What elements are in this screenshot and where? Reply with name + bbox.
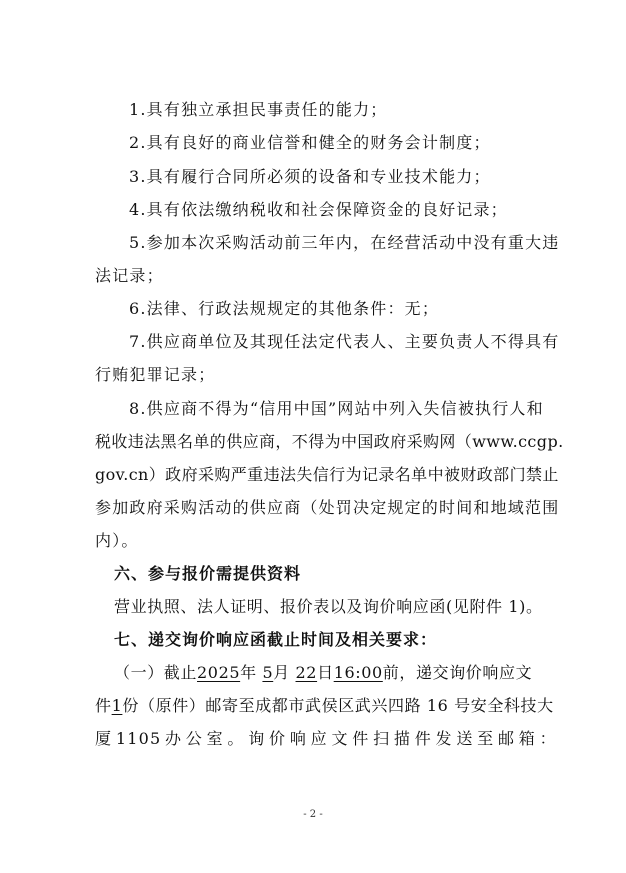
section-7-heading: 七、递交询价响应函截止时间及相关要求： [114, 630, 438, 649]
requirement-item-5-line-2: 法记录； [95, 266, 164, 285]
deadline-time: 16:00 [333, 663, 383, 682]
deadline-line-3 [95, 728, 557, 750]
requirement-item-5-line-1: 5.参加本次采购活动前三年内，在经营活动中没有重大违 [129, 233, 560, 252]
line-3-char: 箱 [518, 729, 536, 748]
requirement-item-3: 3.具有履行合同所必须的设备和专业技术能力； [129, 167, 491, 186]
requirement-item-8-line-5: 内）。 [95, 531, 139, 550]
line-3-char: 询 [248, 729, 266, 748]
requirement-item-8-line-1: 8.供应商不得为“信用中国”网站中列入失信被执行人和 [129, 399, 544, 418]
line-3-char: 应 [310, 729, 328, 748]
line-3-char: 公 [185, 729, 203, 748]
requirement-item-1: 1.具有独立承担民事责任的能力； [129, 100, 388, 119]
deadline-month-unit: 月 [273, 663, 290, 682]
line-3-char: 邮 [497, 729, 516, 748]
line-3-char: 送 [456, 729, 474, 748]
line-3-char: 室 [206, 729, 224, 748]
line-3-char: 价 [269, 729, 287, 748]
deadline-year: 2025 [197, 663, 241, 682]
line-3-char: 件 [352, 729, 370, 748]
requirement-item-8-line-3: gov.cn）政府采购严重违法失信行为记录名单中被财政部门禁止 [95, 465, 559, 484]
deadline-day: 22 [295, 663, 318, 682]
requirement-item-2: 2.具有良好的商业信誉和健全的财务会计制度； [129, 133, 491, 152]
line-3-char: 至 [477, 729, 495, 748]
requirement-item-7-line-1: 7.供应商单位及其现任法定代表人、主要负责人不得具有 [129, 332, 560, 351]
deadline-prefix: （一）截止 [114, 663, 198, 682]
section-6-body: 营业执照、法人证明、报价表以及询价响应函(见附件 1)。 [114, 597, 543, 616]
mailing-address: 份（原件）邮寄至成都市武侯区武兴四路 16 号安全科技大 [122, 696, 554, 715]
requirement-item-8-line-2: 税收违法黑名单的供应商，不得为中国政府采购网（www.ccgp. [95, 432, 564, 451]
line-3-char: 厦 [95, 729, 113, 748]
deadline-day-unit: 日 [317, 663, 334, 682]
section-6-heading: 六、参与报价需提供资料 [114, 564, 302, 583]
copies-prefix: 件 [95, 696, 112, 715]
line-3-char: 描 [393, 729, 412, 748]
copies-count: 1 [111, 696, 123, 715]
line-3-char: 扫 [373, 729, 391, 748]
deadline-line-1 [114, 662, 532, 684]
deadline-year-unit: 年 [240, 663, 257, 682]
page-number: - 2 - [303, 809, 323, 820]
requirement-item-4: 4.具有依法缴纳税收和社会保障资金的良好记录； [129, 200, 508, 219]
line-3-char: 发 [435, 729, 453, 748]
requirement-item-7-line-2: 行贿犯罪记录； [95, 365, 216, 384]
deadline-month: 5 [262, 663, 274, 682]
line-3-char: 。 [227, 729, 245, 748]
line-3-char: 件 [414, 729, 432, 748]
line-3-char: ： [539, 729, 557, 748]
requirement-item-8-line-4: 参加政府采购活动的供应商（处罚决定规定的时间和地域范围 [95, 498, 560, 517]
line-3-char: 响 [289, 729, 308, 748]
line-3-room-number: 1105 [115, 729, 162, 748]
requirement-item-6: 6.法律、行政法规规定的其他条件：无； [129, 299, 440, 318]
deadline-suffix: 前，递交询价响应文 [382, 663, 533, 682]
line-3-char: 文 [331, 729, 349, 748]
line-3-char: 办 [164, 729, 183, 748]
deadline-line-2 [95, 695, 554, 717]
